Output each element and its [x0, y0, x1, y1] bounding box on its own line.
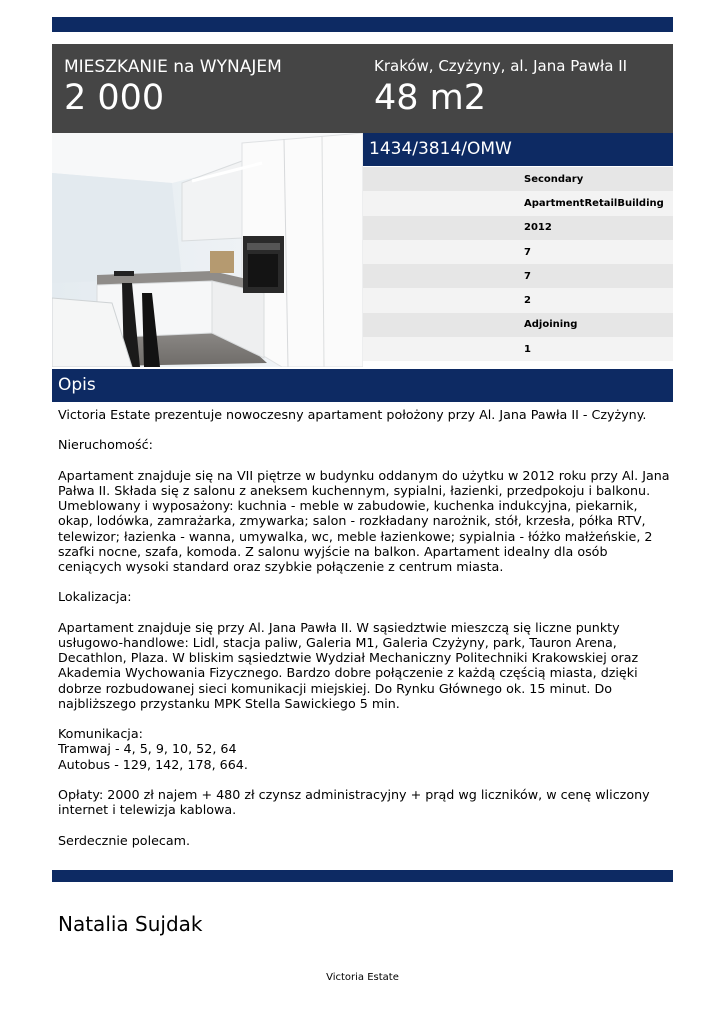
description-paragraph: Komunikacja: Tramwaj - 4, 5, 9, 10, 52, 64 Autobus - 129, 142, 178, 664. — [58, 726, 248, 772]
footer-company: Victoria Estate — [326, 972, 399, 983]
header-left — [64, 56, 282, 119]
description-heading: Opis — [52, 369, 673, 402]
parameter-row — [363, 191, 673, 215]
location: Kraków, Czyżyny, al. Jana Pawła II — [374, 57, 628, 75]
parameter-value: 2 — [524, 295, 531, 307]
parameter-value: ApartmentRetailBuilding — [524, 197, 664, 209]
listing-header — [52, 44, 673, 133]
description-paragraph: Victoria Estate prezentuje nowoczesny apartament położony przy Al. Jana Pawła II - Czyżyny. — [58, 407, 647, 422]
parameters-table — [363, 167, 673, 361]
agent-name: Natalia Sujdak — [58, 912, 203, 936]
parameter-row — [363, 216, 673, 240]
parameter-row — [363, 264, 673, 288]
description-paragraph: Apartament znajduje się na VII piętrze w budynku oddanym do użytku w 2012 roku przy Al. Jana Pałwa II. Składa się z salonu z aneksem kuchennym, sypialni, łazienki, przedpokoju i balkonu. Umeblowany i wyposażony: kuchnia - meble w zabudowie, kuchenka indukcyjna, piekarnik, okap, lodówka, zamrażarka, zmywarka; salon - rozkładany narożnik, stół, krzesła, półka RTV, telewizor; łazienka - wanna, umywalka, wc, meble łazienkowe; sypialnia - łóżko małżeńskie, 2 szafki nocne, szafa, komoda. Z salonu wyjście na balkon. Apartament idealny dla osób ceniących wysoki standard oraz szybkie połączenie z centrum miasta. — [58, 467, 670, 574]
parameter-value: 7 — [524, 246, 531, 258]
area: 48 m2 — [374, 78, 487, 118]
top-accent-bar — [52, 17, 673, 32]
header-right — [374, 56, 627, 119]
property-photo — [52, 133, 363, 367]
parameter-row — [363, 240, 673, 264]
parameter-value: Adjoining — [524, 319, 578, 331]
reference-number: 1434/3814/OMW — [363, 133, 673, 166]
parameter-value: 2012 — [524, 222, 552, 234]
parameter-row — [363, 167, 673, 191]
parameter-row — [363, 288, 673, 312]
bottom-accent-bar — [52, 870, 673, 882]
kitchen-photo-image — [52, 133, 363, 367]
description-paragraph: Lokalizacja: — [58, 589, 132, 605]
parameter-value: Secondary — [524, 173, 584, 185]
description-paragraph: Nieruchomość: — [58, 437, 153, 453]
parameter-row — [363, 337, 673, 361]
parameter-value: 1 — [524, 343, 531, 355]
parameter-row — [363, 313, 673, 337]
description-paragraph: Apartament znajduje się przy Al. Jana Pawła II. W sąsiedztwie mieszczą się liczne punkty usługowo-handlowe: Lidl, stacja paliw, Galeria M1, Galeria Czyżyny, park, Tauron Arena, Decathlon, Plaza. W bliskim sąsiedztwie Wydział Mechaniczny Politechniki Krakowskiej oraz Akademia Wychowania Fizycznego. Bardzo dobre połączenie z każdą częścią miasta, dzięki dobrze rozbudowanej sieci komunikacji miejskiej. Do Rynku Głównego ok. 15 minut. Do najbliższego przystanku MPK Stella Sawickiego 5 min. — [58, 619, 639, 711]
price: 2 000 — [64, 78, 165, 118]
description-paragraph: Opłaty: 2000 zł najem + 480 zł czynsz administracyjny + prąd wg liczników, w cenę wliczony internet i telewizja kablowa. — [58, 786, 650, 818]
description-paragraph: Serdecznie polecam. — [58, 832, 191, 848]
offer-type: MIESZKANIE na WYNAJEM — [64, 57, 282, 77]
description-body — [58, 407, 670, 848]
parameter-value: 7 — [524, 270, 531, 282]
